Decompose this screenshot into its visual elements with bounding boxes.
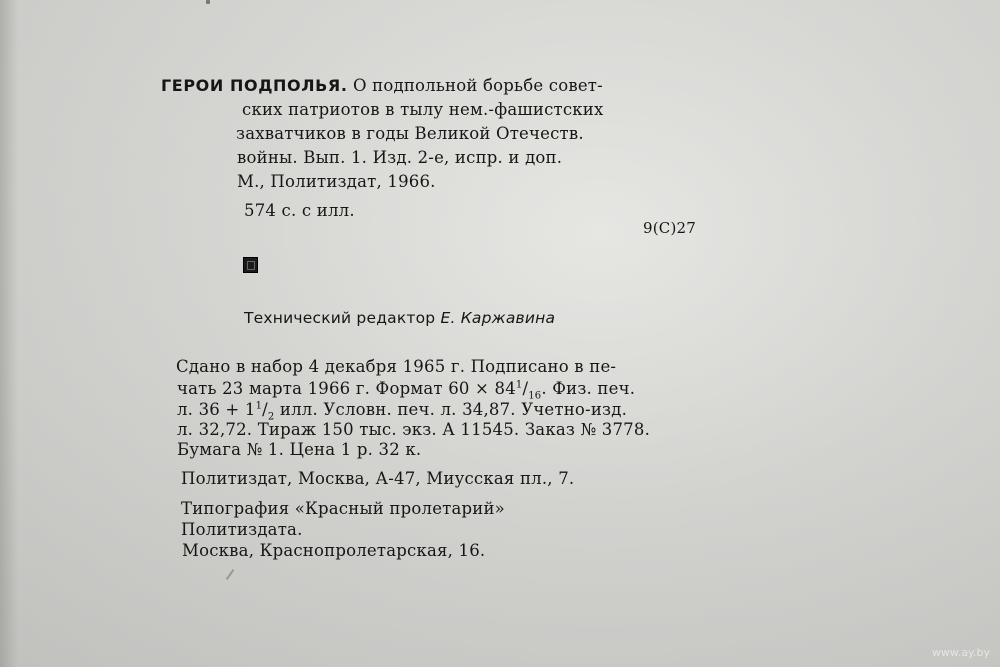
printer-line-2: Политиздата. <box>181 520 303 539</box>
tech-editor <box>244 309 555 327</box>
watermark: www.ay.by <box>931 646 990 659</box>
ill-frac-num: 1 <box>255 400 263 412</box>
pencil-mark <box>226 569 244 587</box>
ill-frac-den: 2 <box>267 411 275 423</box>
bib-line-3: захватчиков в годы Великой Отечеств. <box>236 124 584 143</box>
tech-editor-label: Технический редактор <box>244 309 441 327</box>
print-line-3-a: л. 36 + 1 <box>177 400 256 419</box>
ill-frac-slash: / <box>262 400 268 419</box>
bib-classification: 9(С)27 <box>643 219 697 237</box>
print-line-3 <box>177 400 627 422</box>
printer-line-1: Типография «Красный пролетарий» <box>181 499 505 518</box>
print-line-2-a: чать 23 марта 1966 г. Формат 60 × 84 <box>177 379 516 398</box>
print-line-3-b: илл. Условн. печ. л. 34,87. Учетно-изд. <box>274 400 628 419</box>
print-line-4: л. 32,72. Тираж 150 тыс. экз. А 11545. Заказ № 3778. <box>177 420 651 439</box>
format-frac-slash: / <box>522 379 529 398</box>
bib-line-1 <box>161 76 603 95</box>
format-frac-den: 16 <box>528 390 542 402</box>
print-line-2-b: . Физ. печ. <box>541 379 636 398</box>
ink-speck <box>206 0 210 4</box>
print-line-1: Сдано в набор 4 декабря 1965 г. Подписано в пе- <box>176 357 617 376</box>
page-shadow <box>0 0 18 667</box>
publisher-address: Политиздат, Москва, А-47, Миусская пл., 7. <box>181 469 575 488</box>
print-line-2 <box>177 379 635 401</box>
bib-title-rest: О подпольной борьбе совет- <box>347 76 603 95</box>
print-line-5: Бумага № 1. Цена 1 р. 32 к. <box>177 440 422 459</box>
bib-pages: 574 с. с илл. <box>244 201 355 220</box>
bib-line-2: ских патриотов в тылу нем.-фашистских <box>242 100 604 119</box>
bib-line-4: войны. Вып. 1. Изд. 2-е, испр. и доп. <box>237 148 563 167</box>
publisher-emblem-icon <box>243 257 258 273</box>
bib-line-5: М., Политиздат, 1966. <box>237 172 436 191</box>
tech-editor-name: Е. Каржавина <box>440 309 556 327</box>
printer-line-3: Москва, Краснопролетарская, 16. <box>182 541 486 560</box>
format-frac-num: 1 <box>515 379 523 391</box>
book-title: ГЕРОИ ПОДПОЛЬЯ. <box>161 76 348 95</box>
